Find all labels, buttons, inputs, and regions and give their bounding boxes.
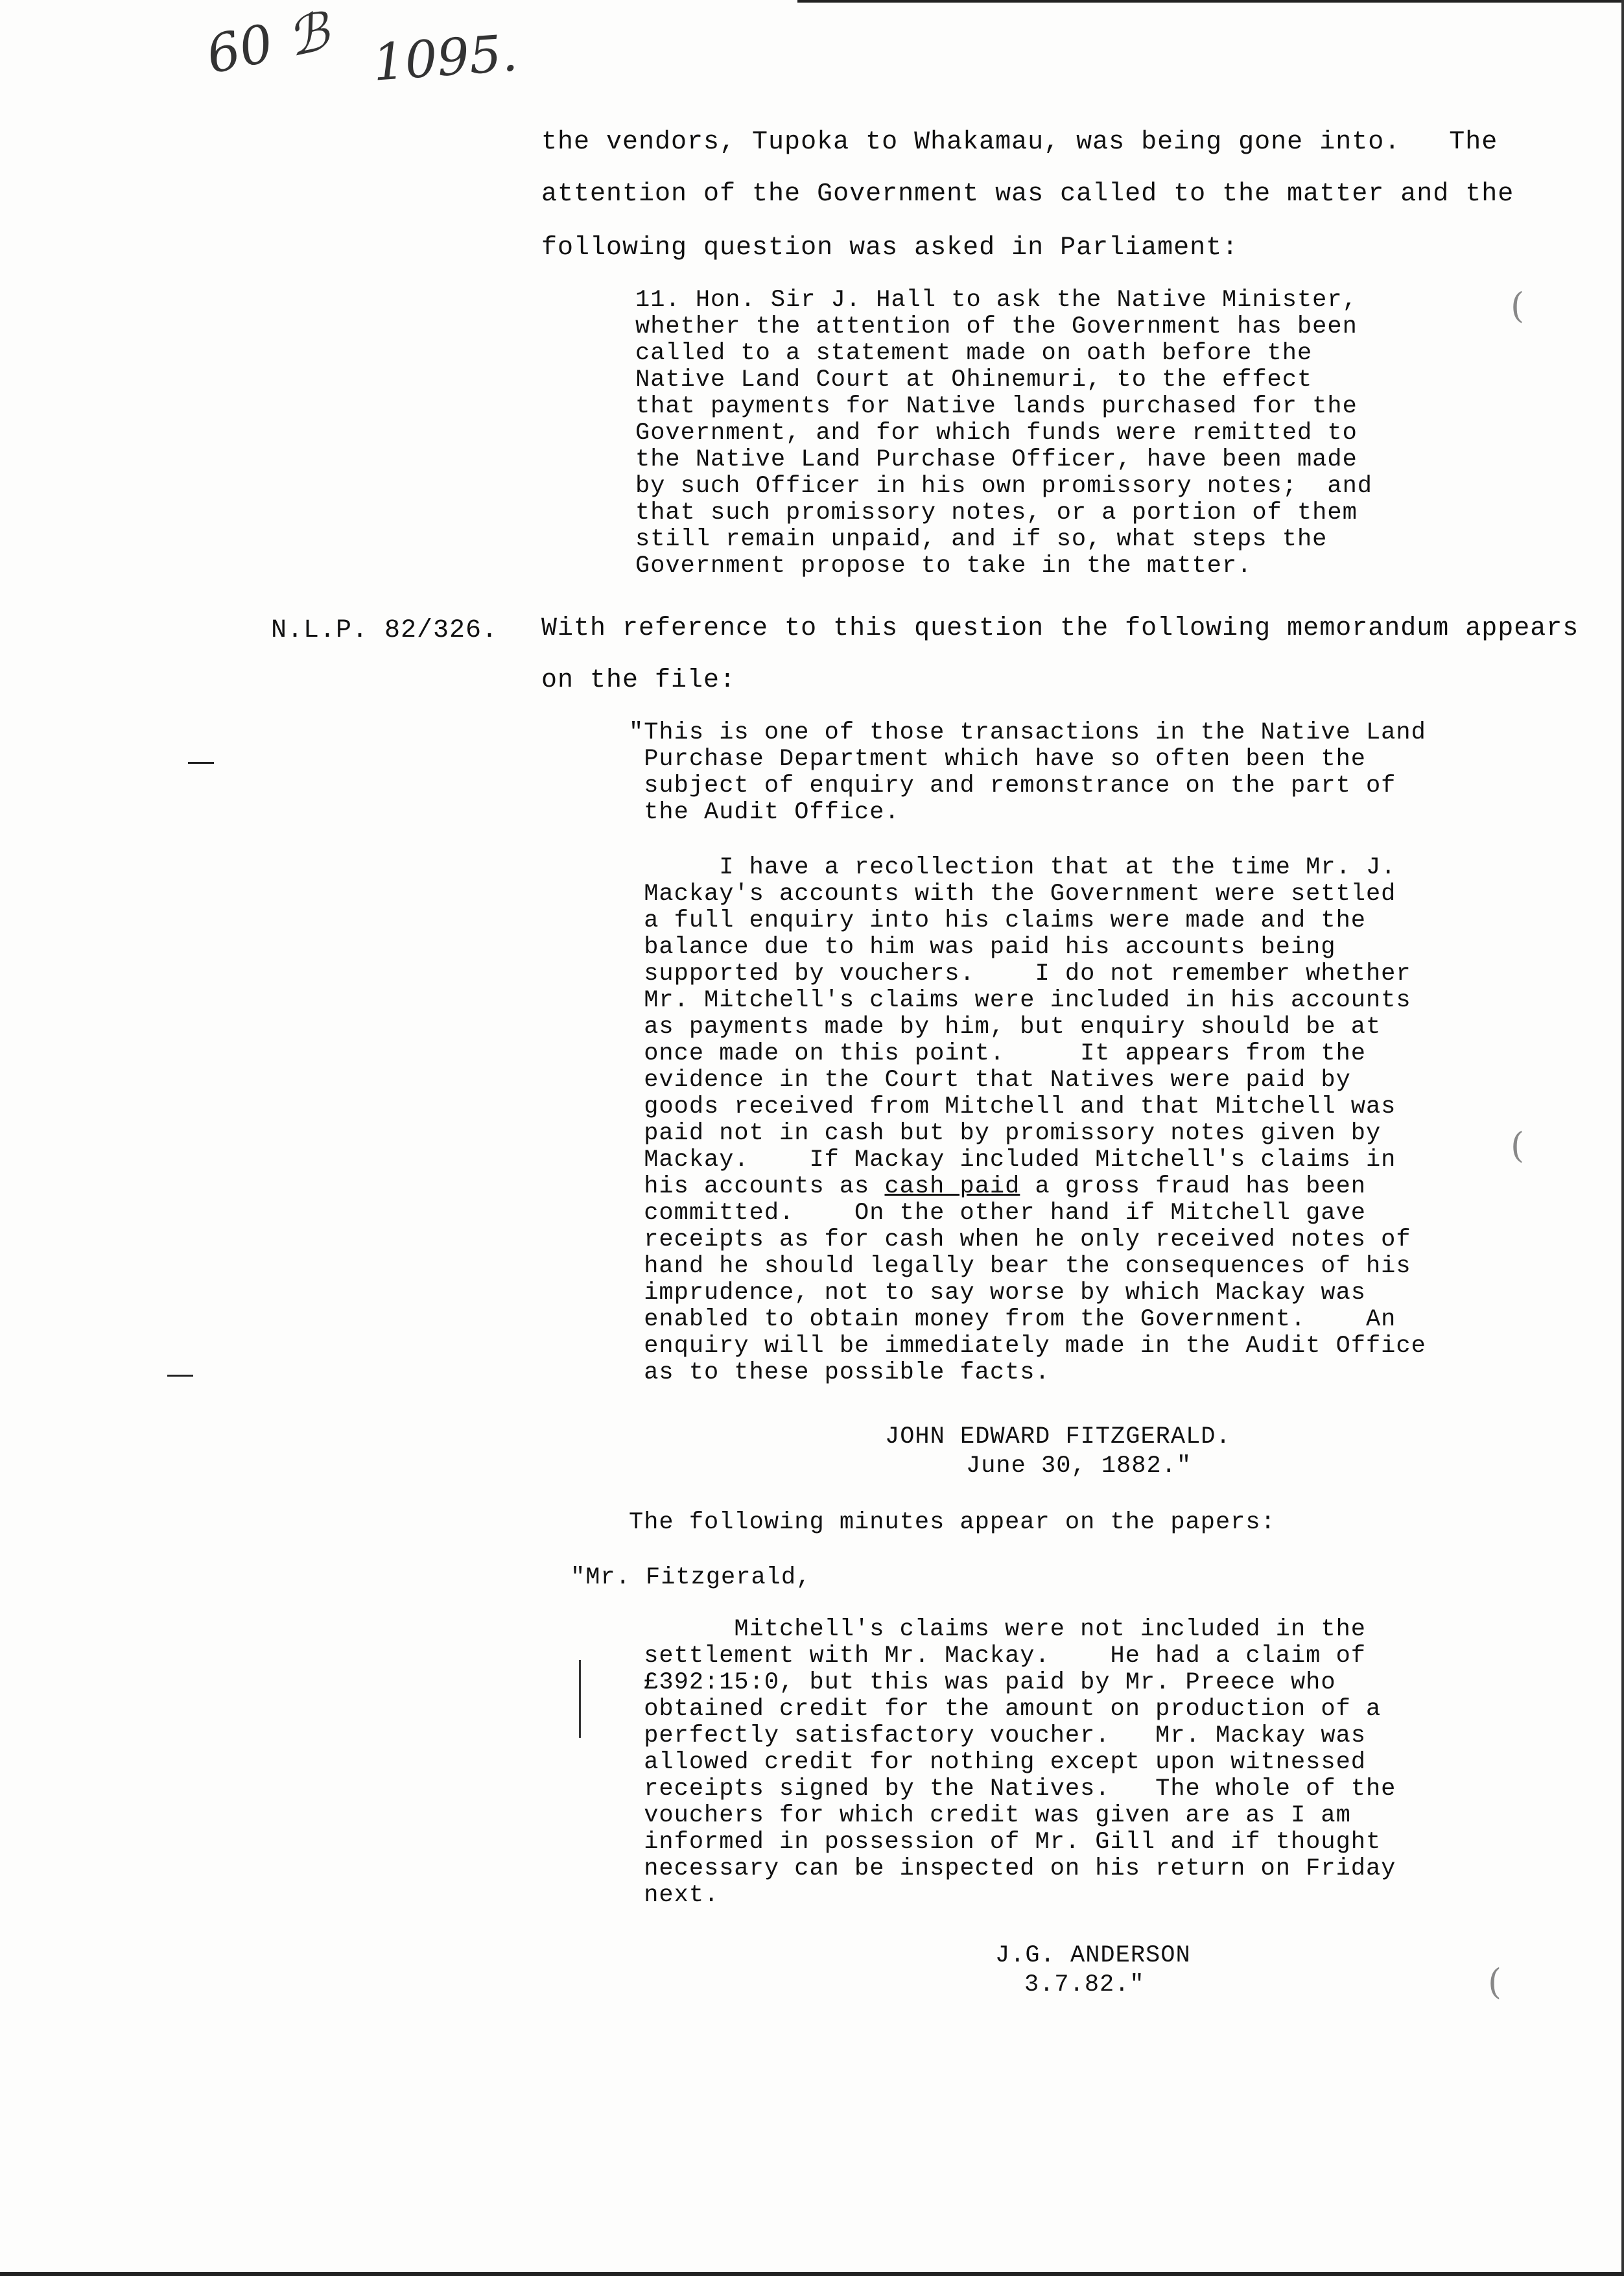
question-line: whether the attention of the Government has been [635, 313, 1358, 340]
margin-vertical-line [579, 1660, 581, 1738]
minutes-line: receipts signed by the Natives. The whole of the [629, 1775, 1396, 1803]
memo-text: his accounts as [629, 1173, 885, 1200]
intro-line-2: attention of the Government was called to the matter and the [541, 180, 1514, 209]
memo-line: goods received from Mitchell and that Mitchell was [629, 1093, 1396, 1120]
question-line: Government, and for which funds were remitted to [635, 420, 1358, 447]
memo-line: once made on this point. It appears from the [629, 1040, 1366, 1067]
memo-line: I have a recollection that at the time Mr. J. [629, 854, 1396, 881]
memo-line: subject of enquiry and remonstrance on the part of [629, 772, 1396, 800]
punch-hole-mark: ( [1511, 1125, 1525, 1166]
signature-date: 3.7.82." [1024, 1971, 1145, 1998]
minutes-line: settlement with Mr. Mackay. He had a claim of [629, 1642, 1366, 1670]
question-line: Government propose to take in the matter. [635, 552, 1253, 580]
handwritten-folio-mark: 60 ℬ [201, 1, 335, 86]
question-line: 11. Hon. Sir J. Hall to ask the Native Minister, [635, 287, 1358, 314]
memo-line: Purchase Department which have so often been the [629, 746, 1366, 773]
scan-edge-right [1621, 0, 1624, 2276]
margin-dash-mark [188, 762, 214, 764]
memo-line: the Audit Office. [629, 799, 900, 826]
memo-line: receipts as for cash when he only received notes of [629, 1226, 1411, 1253]
memo-line-cash-paid [629, 1175, 1366, 1199]
memo-text: a gross fraud has been [1020, 1173, 1366, 1200]
question-line: Native Land Court at Ohinemuri, to the effect [635, 366, 1313, 394]
question-line: that such promissory notes, or a portion of them [635, 499, 1358, 527]
memo-line: committed. On the other hand if Mitchell gave [629, 1200, 1366, 1227]
minutes-line: vouchers for which credit was given are as I am [629, 1802, 1351, 1829]
minutes-line: necessary can be inspected on his return on Friday [629, 1855, 1396, 1882]
signature-name: JOHN EDWARD FITZGERALD. [885, 1423, 1231, 1451]
minutes-salutation: "Mr. Fitzgerald, [571, 1564, 812, 1591]
memo-line: balance due to him was paid his accounts being [629, 934, 1336, 961]
question-line: that payments for Native lands purchased for the [635, 393, 1358, 420]
minutes-line: informed in possession of Mr. Gill and if thought [629, 1829, 1382, 1856]
question-line: still remain unpaid, and if so, what steps the [635, 526, 1328, 553]
intro-line-3: following question was asked in Parliament: [541, 233, 1239, 263]
signature-name: J.G. ANDERSON [995, 1942, 1191, 1969]
memo-line: as payments made by him, but enquiry should be at [629, 1014, 1382, 1041]
memo-line: paid not in cash but by promissory notes given by [629, 1120, 1382, 1147]
memo-line: imprudence, not to say worse by which Mackay was [629, 1279, 1366, 1307]
punch-hole-mark: ( [1488, 1962, 1502, 2002]
question-line: called to a statement made on oath before the [635, 340, 1313, 367]
memo-line: Mackay's accounts with the Government were settled [629, 881, 1396, 908]
file-reference: N.L.P. 82/326. [271, 616, 499, 645]
underlined-phrase: cash paid [884, 1173, 1020, 1200]
memo-line: supported by vouchers. I do not remember whether [629, 960, 1411, 988]
punch-hole-mark: ( [1511, 285, 1525, 326]
minutes-line: Mitchell's claims were not included in the [629, 1616, 1366, 1643]
minutes-line: £392:15:0, but this was paid by Mr. Preece who [629, 1669, 1336, 1696]
memo-line: evidence in the Court that Natives were paid by [629, 1067, 1351, 1094]
memo-line: Mackay. If Mackay included Mitchell's claims in [629, 1146, 1396, 1174]
margin-dash-mark [167, 1375, 193, 1377]
memo-line: a full enquiry into his claims were made and the [629, 907, 1366, 934]
minutes-line: next. [629, 1882, 720, 1909]
memo-line: Mr. Mitchell's claims were included in his accounts [629, 987, 1411, 1014]
handwritten-page-number: 1095. [371, 24, 520, 93]
signature-date: June 30, 1882." [966, 1452, 1192, 1480]
memo-line: as to these possible facts. [629, 1359, 1050, 1386]
memo-line: enquiry will be immediately made in the Audit Office [629, 1333, 1426, 1360]
minutes-line: obtained credit for the amount on production of a [629, 1696, 1382, 1723]
intro-line-1: the vendors, Tupoka to Whakamau, was being gone into. The [541, 128, 1498, 157]
memo-line: enabled to obtain money from the Government. An [629, 1306, 1396, 1333]
question-line: the Native Land Purchase Officer, have been made [635, 446, 1358, 473]
minutes-intro: The following minutes appear on the papers: [629, 1509, 1276, 1536]
scan-edge-top [797, 0, 1624, 3]
memo-intro-line-1: With reference to this question the following memorandum appears [541, 614, 1579, 643]
question-line: by such Officer in his own promissory notes; and [635, 473, 1372, 500]
memo-intro-line-2: on the file: [541, 666, 736, 695]
memo-line: hand he should legally bear the consequences of his [629, 1253, 1411, 1280]
memo-line: "This is one of those transactions in the Native Land [629, 719, 1426, 746]
scan-edge-bottom [0, 2272, 1624, 2276]
minutes-line: allowed credit for nothing except upon witnessed [629, 1749, 1366, 1776]
minutes-line: perfectly satisfactory voucher. Mr. Mackay was [629, 1722, 1366, 1749]
